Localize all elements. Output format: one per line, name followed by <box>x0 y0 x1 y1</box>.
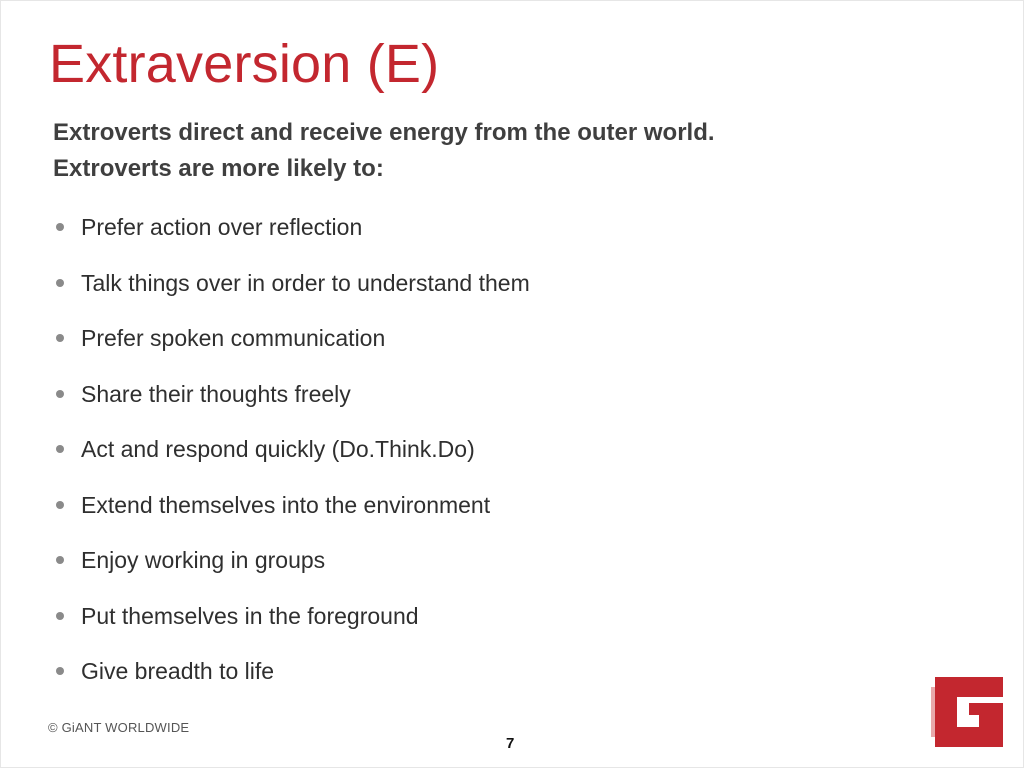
page-number: 7 <box>506 735 515 752</box>
bullet-dot-icon <box>56 612 64 620</box>
giant-g-logo-icon <box>931 677 1003 747</box>
bullet-text: Prefer action over reflection <box>81 214 363 240</box>
bullet-dot-icon <box>56 390 64 398</box>
intro-line: Extroverts are more likely to: <box>53 155 384 182</box>
bullet-dot-icon <box>56 279 64 287</box>
bullet-text: Prefer spoken communication <box>81 325 386 351</box>
bullet-dot-icon <box>56 223 64 231</box>
bullet-dot-icon <box>56 667 64 675</box>
copyright-footer: © GiANT WORLDWIDE <box>48 720 190 735</box>
bullet-text: Put themselves in the foreground <box>81 602 419 629</box>
bullet-dot-icon <box>56 556 64 564</box>
bullet-dot-icon <box>56 445 64 453</box>
bullet-dot-icon <box>56 334 64 342</box>
bullet-text: Act and respond quickly (Do.Think.Do) <box>81 436 475 462</box>
bullet-text: Share their thoughts freely <box>81 380 351 407</box>
bullet-text: Enjoy working in groups <box>81 547 326 573</box>
slide-title: Extraversion (E) <box>49 34 440 94</box>
bullet-text: Give breadth to life <box>81 658 275 684</box>
bullet-text: Extend themselves into the environment <box>81 491 491 518</box>
bullet-dot-icon <box>56 501 64 509</box>
intro-text <box>53 115 715 187</box>
intro-line: Extroverts direct and receive energy from the outer world. <box>53 119 715 146</box>
bullet-text: Talk things over in order to understand them <box>81 269 530 296</box>
